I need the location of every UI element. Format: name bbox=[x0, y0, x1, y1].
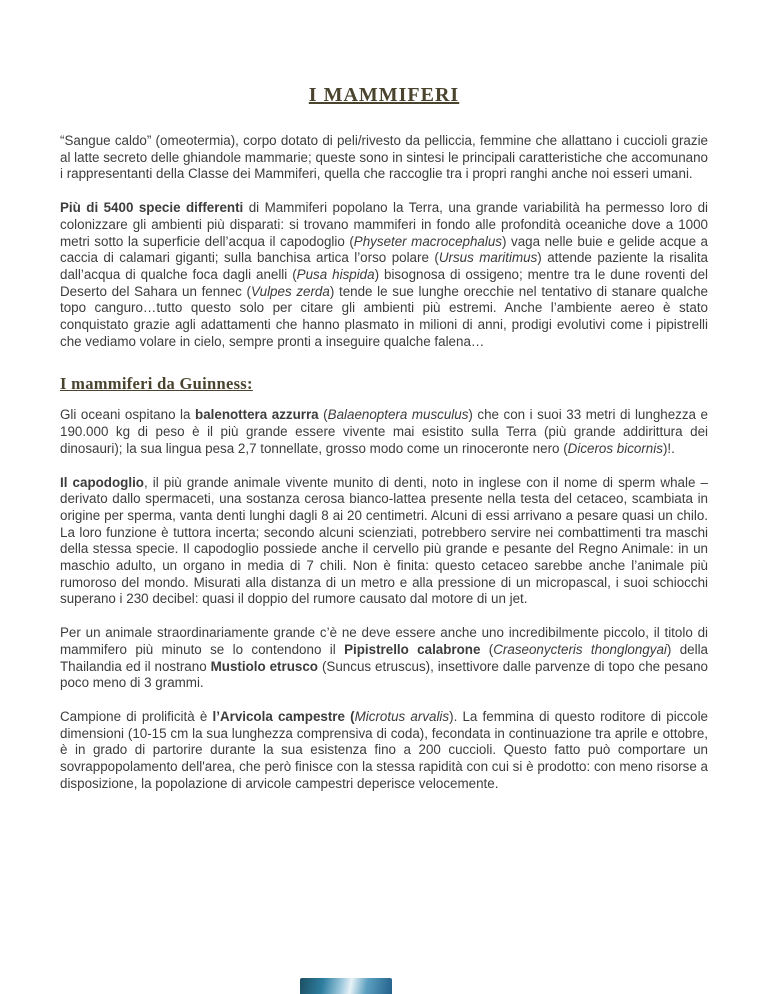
document-body bbox=[60, 133, 708, 793]
paragraph: Il capodoglio, il più grande animale vivente munito di denti, noto in inglese con il nome di sperm whale – derivato dallo spermaceti, una sostanza cerosa bianco-lattea presente nella testa del cetaceo, scambiata in origine per sperma, vanta denti lunghi dagli 8 ai 20 centimetri. Alcuni di essi arrivano a pesare quasi un chilo. La loro funzione è tuttora incerta; secondo alcuni scienziati, potrebbero servire nei combattimenti tra maschi della stessa specie. Il capodoglio possiede anche il cervello più grande e pesante del Regno Animale: in un maschio adulto, un organo in media di 7 chili. Non è finita: questo cetaceo sarebbe anche l’animale più rumoroso del mondo. Misurati alla distanza di un metro e alla pressione di un micropascal, i suoi schiocchi superano i 230 decibel: quasi il doppio del rumore causato dal motore di un jet. bbox=[60, 474, 708, 607]
document-title bbox=[60, 84, 708, 106]
paragraph: “Sangue caldo” (omeotermia), corpo dotato di peli/rivesto da pelliccia, femmine che allattano i cuccioli grazie al latte secreto delle ghiandole mammarie; queste sono in sintesi le principali caratteristiche che accomunano i rappresentanti della Classe dei Mammiferi, quella che raccoglie tra i propri ranghi anche noi esseri umani. bbox=[60, 133, 708, 182]
section-heading: I mammiferi da Guinness: bbox=[60, 374, 253, 394]
paragraph: Più di 5400 specie differenti di Mammiferi popolano la Terra, una grande variabilità ha permesso loro di colonizzare gli ambienti più disparati: si trovano mammiferi in fondo alle profondità oceaniche dove a 1000 metri sotto la superficie dell’acqua il capodoglio (Physeter macrocephalus) vaga nelle buie e gelide acque a caccia di calamari giganti; sulla banchisa artica l’orso polare (Ursus maritimus) attende paziente la risalita dall’acqua di qualche foca dagli anelli (Pusa hispida) bisognosa di ossigeno; mentre tra le dune roventi del Deserto del Sahara un fennec (Vulpes zerda) tende le sue lunghe orecchie nel tentativo di stanare qualche topo canguro…tutto questo solo per citare gli ambienti più estremi. Anche l’ambiente aereo è stato conquistato grazie agli adattamenti che hanno plasmato in milioni di anni, prodigi evolutivi come i pipistrelli che vediamo volare in cielo, sempre pronti a inseguire qualche falena… bbox=[60, 200, 709, 349]
paragraph: Per un animale straordinariamente grande c’è ne deve essere anche uno incredibilmente piccolo, il titolo di mammifero più minuto se lo contendono il Pipistrello calabrone (Craseonycteris thonglongyai) della Thailandia ed il nostrano Mustiolo etrusco (Suncus etruscus), insettivore dalle parvenze di topo che pesano poco meno di 3 grammi. bbox=[60, 625, 709, 691]
document-title-text: I MAMMIFERI bbox=[308, 84, 460, 106]
paragraph: Gli oceani ospitano la balenottera azzurra (Balaenoptera musculus) che con i suoi 33 metri di lunghezza e 190.000 kg di peso è il più grande essere vivente mai esistito sulla Terra (più grande addirittura dei dinosauri); la sua lingua pesa 2,7 tonnellate, grosso modo come un rinoceronte nero (Diceros bicornis)!. bbox=[60, 407, 708, 456]
next-page-image-peek bbox=[300, 978, 392, 994]
paragraph: Campione di prolificità è l’Arvicola campestre (Microtus arvalis). La femmina di questo roditore di piccole dimensioni (10-15 cm la sua lunghezza comprensiva di coda), fecondata in continuazione tra aprile e ottobre, è in grado di partorire durante la sua esistenza fino a 200 cuccioli. Questo fatto può comportare un sovrappopolamento dell'area, che però finisce con la stessa rapidità con cui si è prodotto: con meno risorse a disposizione, la popolazione di arvicole campestri deperisce velocemente. bbox=[60, 708, 708, 791]
